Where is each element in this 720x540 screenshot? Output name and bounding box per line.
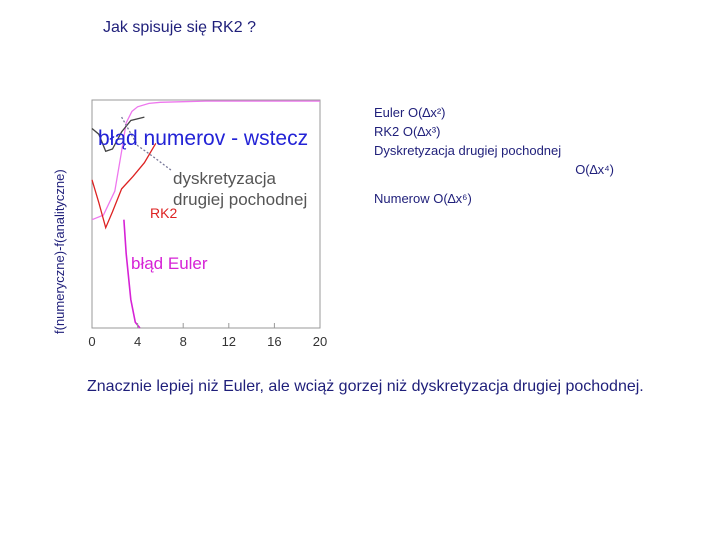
annotation-numerov: błąd numerov - wstecz [98, 127, 309, 150]
y-axis-label: f(numeryczne)-f(analityczne) [52, 169, 67, 334]
legend-dyskretyzacja-order: O(∆x⁴) [575, 162, 614, 177]
x-tick-label-3: 12 [221, 334, 237, 349]
series-line-1 [124, 220, 140, 328]
x-tick-label-1: 4 [133, 334, 142, 349]
legend-rk2: RK2 O(∆x³) [374, 124, 441, 139]
x-tick-label-4: 16 [267, 334, 282, 349]
annotation-drugiej-pochodnej: drugiej pochodnej [173, 190, 308, 209]
x-tick-label-2: 8 [179, 334, 187, 349]
series-line-2 [92, 143, 156, 227]
x-ticks [88, 323, 327, 349]
annotation-rk2: RK2 [150, 205, 178, 221]
annotation-dyskretyzacja: dyskretyzacja [173, 169, 276, 188]
legend-numerow: Numerow O(∆x⁶) [374, 191, 472, 206]
annotation-blad-euler: błąd Euler [131, 254, 208, 273]
x-tick-label-5: 20 [312, 334, 328, 349]
chart [80, 95, 350, 355]
legend-euler: Euler O(∆x²) [374, 105, 446, 120]
x-tick-label-0: 0 [88, 334, 96, 349]
legend [374, 103, 614, 208]
legend-dyskretyzacja: Dyskretyzacja drugiej pochodnej [374, 143, 562, 158]
page-title: Jak spisuje się RK2 ? [103, 19, 256, 36]
conclusion-text: Znacznie lepiej niż Euler, ale wciąż gorzej niż dyskretyzacja drugiej pochodnej. [87, 378, 644, 395]
